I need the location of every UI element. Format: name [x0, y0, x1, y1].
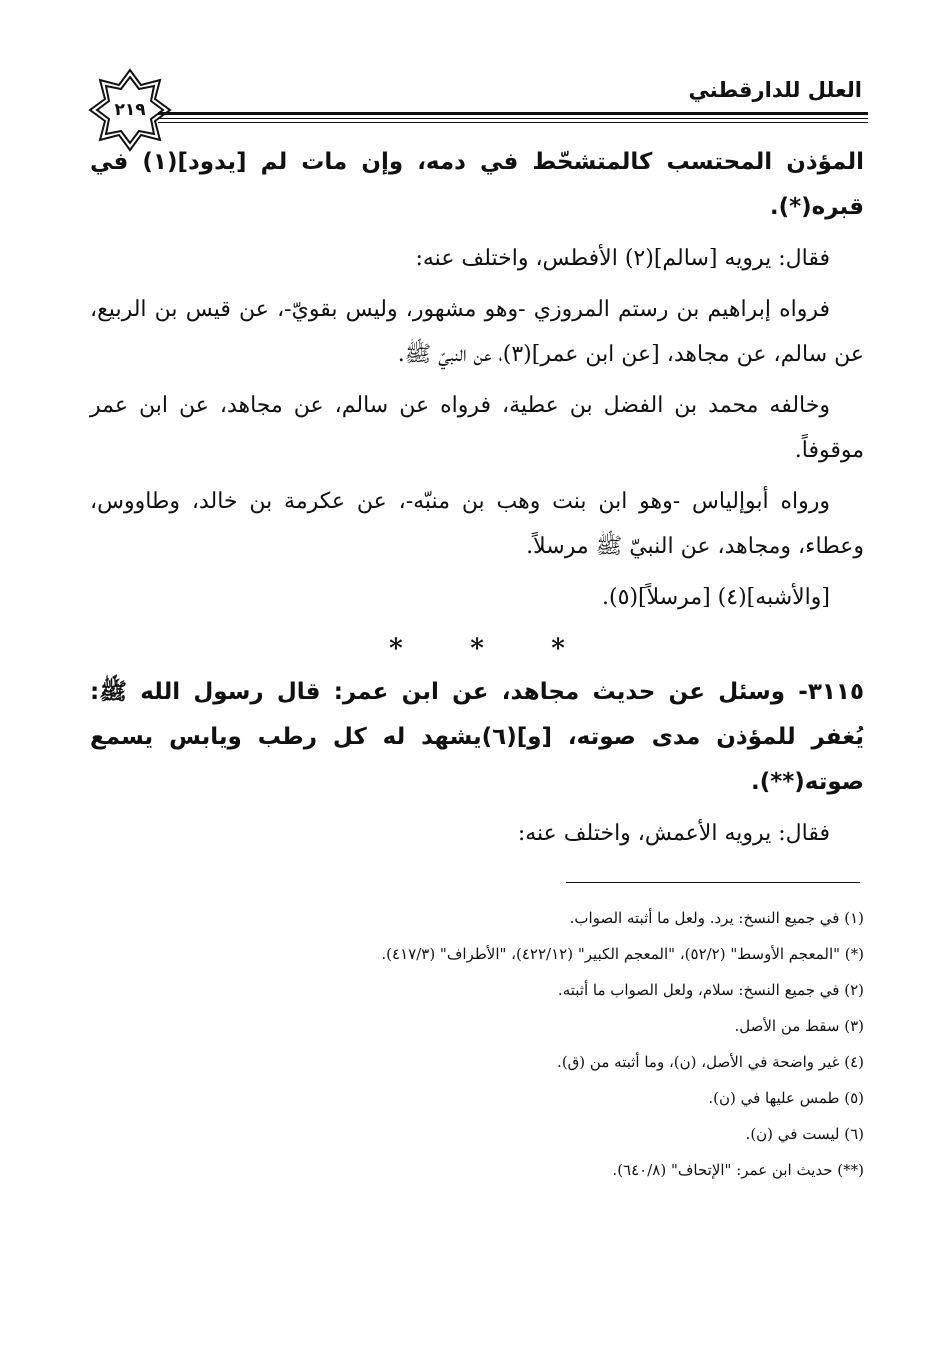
footnote: (٥) طمس عليها في (ن).	[708, 1089, 864, 1107]
paragraph-answer-3115: فقال: يرويه الأعمش، واختلف عنه:	[517, 821, 830, 846]
book-title: العلل للدارقطني	[688, 78, 862, 102]
paragraph-hadith-end: المؤذن المحتسب كالمتشحّط في دمه، وإن مات لم [يدود](١) في قبره(*).	[90, 149, 864, 220]
footnote-separator-line	[566, 882, 860, 883]
footnote: (*) "المعجم الأوسط" (٥٢/٢)، "المعجم الكبير" (٤٢٢/١٢)، "الأطراف" (٤١٧/٣).	[381, 945, 864, 963]
separator-star: *	[389, 634, 403, 664]
footnote: (١) في جميع النسخ: يرد. ولعل ما أثبته الصواب.	[569, 909, 864, 927]
header-rule-thin	[158, 118, 868, 119]
paragraph-question-3115: ٣١١٥- وسئل عن حديث مجاهد، عن ابن عمر: قال رسول الله ﷺ: يُغفر للمؤذن مدى صوته، [و](٦)يشهد له كل رطب ويابس يسمع صوته(**).	[90, 679, 864, 795]
footnote: (٣) سقط من الأصل.	[734, 1017, 864, 1035]
section-separator	[90, 634, 864, 664]
footnote: (٢) في جميع النسخ: سلام، ولعل الصواب ما أثبته.	[557, 981, 864, 999]
paragraph-narration-3: ورواه أبوإلياس -وهو ابن بنت وهب بن منبّه-، عن عكرمة بن خالد، وطاووس، وعطاء، ومجاهد، عن النبيّ ﷺ مرسلاً.	[90, 489, 864, 559]
footnote: (٤) غير واضحة في الأصل، (ن)، وما أثبته من (ق).	[557, 1053, 864, 1071]
paragraph-narration-1: فرواه إبراهيم بن رستم المروزي -وهو مشهور، وليس بقويّ-، عن قيس بن الربيع، عن سالم، عن مجاهد، [عن ابن عمر](٣)، عن النبيّ ﷺ.	[90, 297, 864, 367]
page-header	[88, 60, 868, 140]
main-text	[90, 140, 864, 862]
paragraph-narration-2: وخالفه محمد بن الفضل بن عطية، فرواه عن سالم، عن مجاهد، عن ابن عمر موقوفاً.	[90, 393, 864, 463]
separator-star: *	[551, 634, 565, 664]
page-number: ٢١٩	[114, 100, 146, 120]
paragraph-conclusion: [والأشبه](٤) [مرسلاً](٥).	[602, 585, 830, 610]
header-rule-thin-2	[158, 122, 868, 123]
footnotes	[120, 900, 864, 1188]
footnote: (٦) ليست في (ن).	[745, 1125, 864, 1143]
paragraph-answer: فقال: يرويه [سالم](٢) الأفطس، واختلف عنه:	[415, 246, 830, 271]
footnote: (**) حديث ابن عمر: "الإتحاف" (٦٤٠/٨).	[612, 1161, 864, 1179]
separator-star: *	[470, 634, 484, 664]
header-rule	[158, 112, 868, 115]
